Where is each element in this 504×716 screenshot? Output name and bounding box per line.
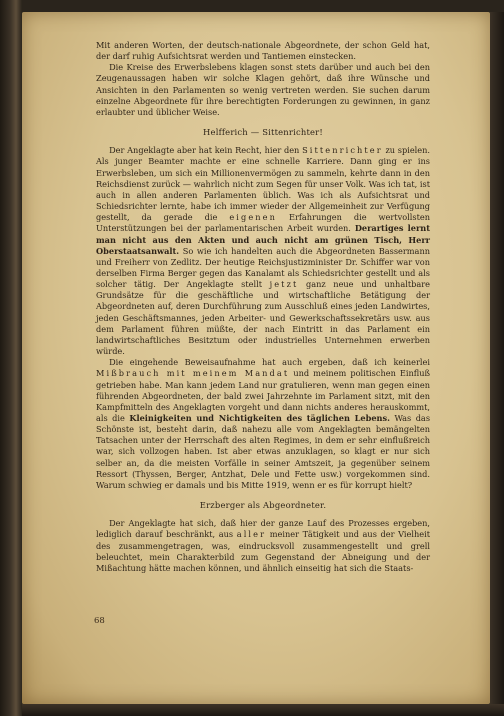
- spaced-emphasis: Sittenrichter: [302, 145, 383, 156]
- bold-emphasis: Derartiges lernt man nicht aus den Akten und auch nicht am grünen Tisch, Herr Oberstaatsanwalt.: [96, 223, 430, 256]
- spaced-emphasis: jetzt: [269, 279, 299, 290]
- section-heading: Helfferich — Sittenrichter!: [203, 127, 323, 138]
- paragraph: Die eingehende Beweisaufnahme hat auch ergeben, daß ich keinerlei Mißbrauch mit meinem Mandat und meinem politischen Einfluß getrieben habe. Man kann jedem Land nur gratulieren, wenn man gegen einen führenden Abgeordneten, der bald zwei Jahrzehnte im Parlament sitzt, mit den Kampfmitteln des Angeklagten vorgeht und dann nichts anderes herauskommt, als die Kleinigkeiten und Nichtigkeiten des täglichen Lebens. Was das Schönste ist, besteht darin, daß nahezu alle vom Angeklagten bemängelten Tatsachen unter der Herrschaft des alten Regimes, in dem er sehr einflußreich war, sich vollzogen haben. Ist aber etwas anzuklagen, so klagt er nur sich selber an, da die meisten Vorfälle in seiner Amtszeit, ja gegenüber seinem Ressort (Thyssen, Berger, Antzhat, Dele und Fette usw.) vorgekommen sind. Warum schwieg er damals und bis Mitte 1919, wenn er es für korrupt hielt?: [96, 357, 431, 490]
- spaced-emphasis: aller: [236, 529, 267, 540]
- book-edge-right: [490, 12, 504, 704]
- paragraph: Die Kreise des Erwerbslebens klagen sonst stets darüber und auch bei den Zeugenaussagen haben wir solche Klagen gehört, daß ihre Wünsche und Ansichten in den Parlamenten so wenig vertreten werden. Sie suchen darum einzelne Abgeordnete für ihre berechtigten Forderungen zu gewinnen, in ganz erlaubter und üblicher Weise.: [96, 62, 430, 117]
- page-number: 68: [94, 616, 105, 626]
- paragraph: Mit anderen Worten, der deutsch-nationale Abgeordnete, der schon Geld hat, der darf ruhig Aufsichtsrat werden und Tantiemen einstecken.: [96, 40, 430, 62]
- section-heading: Erzberger als Abgeordneter.: [199, 500, 327, 511]
- book-edge-bottom: [22, 704, 504, 716]
- paragraph: Der Angeklagte hat sich, daß hier der ganze Lauf des Prozesses ergeben, lediglich darauf beschränkt, aus aller meiner Tätigkeit und aus der Vielheit des zusammengetragen, was, eindrucksvoll zusammengestellt und grell beleuchtet, mein Charakterbild zum Gegenstand der Abneigung und der Mißachtung hätte machen können, und ähnlich einseitig hat sich die Staats-: [96, 518, 430, 573]
- bold-emphasis: Kleinigkeiten und Nichtigkeiten des täglichen Lebens.: [129, 413, 390, 423]
- page-text: [96, 40, 430, 574]
- spaced-emphasis: Mißbrauch mit meinem Mandat: [96, 368, 290, 379]
- paragraph: Der Angeklagte aber hat kein Recht, hier den Sittenrichter zu spielen. Als junger Beamter machte er eine schnelle Karriere. Dann ging er ins Erwerbsleben, um sich ein Millionenvermögen zu sammeln, kehrte dann in den Reichsdienst zurück — wahrlich nicht zum Segen für unser Volk. Was ich tat, ist auch in allen anderen Parlamenten üblich. Was ich als Aufsichtsrat und Schiedsrichter lernte, habe ich immer wieder der Allgemeinheit zur Verfügung gestellt, da gerade die eigenen Erfahrungen die wertvollsten Unterstützungen bei der parlamentarischen Arbeit wurden. Derartiges lernt man nicht aus den Akten und auch nicht am grünen Tisch, Herr Oberstaatsanwalt. So wie ich handelten auch die Abgeordneten Bassermann und Freiherr von Zedlitz. Der heutige Reichsjustizminister Dr. Schiffer war von derselben Firma Berger gegen das Kanalamt als Schiedsrichter gestellt und als solcher tätig. Der Angeklagte stellt jetzt ganz neue und unhaltbare Grundsätze für die geschäftliche und wirtschaftliche Betätigung der Abgeordneten auf, deren Durchführung zum Ausschluß eines jeden Landwirtes, jeden Geschäftsmannes, jeden Arbeiter- und Gewerkschaftssekretärs usw. aus dem Parlament führen müßte, der nach Eintritt in das Parlament ein landwirtschaftliches Besitztum oder industrielles Unternehmen erwerben würde.: [96, 145, 431, 357]
- spaced-emphasis: eigenen: [229, 212, 277, 223]
